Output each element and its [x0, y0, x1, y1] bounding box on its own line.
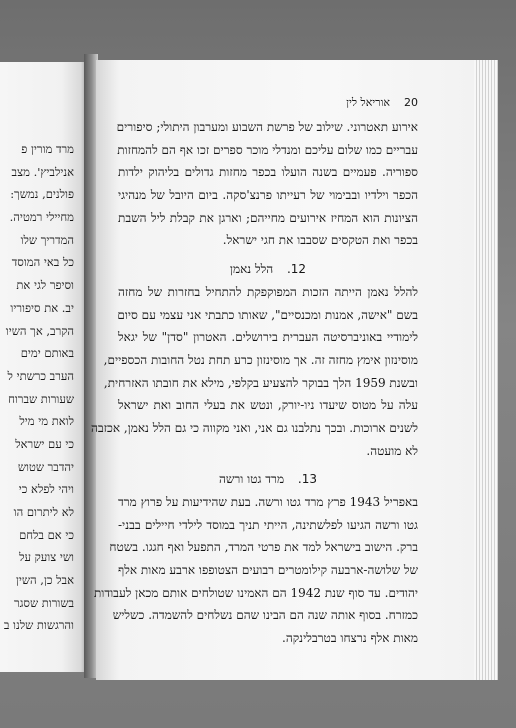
section-heading-13 — [118, 468, 418, 491]
left-text-fragment: אבל כן, השין — [15, 573, 74, 588]
text-line: באפריל 1943 פרץ מרד גטו ורשה. בעת שהידיעות על פרוץ מרד — [118, 495, 418, 509]
text-line: עלה על מטוס שיעדו ניו-יורק, ונטש את בעלי החוב ואת ישראל — [118, 398, 418, 413]
text-line: לימודיי באוניברסיטה העברית בירושלים. האטרון "סדן" של יגאל — [118, 330, 418, 345]
left-text-fragment: כי אם בלחם — [19, 527, 74, 542]
left-text-fragment: הקרב, אך השיו — [5, 323, 74, 338]
text-line: גטו ורשה הגיעו לפלשתינה, הייתי תניך במוסד לילדי חיילים בבני- — [118, 517, 418, 532]
left-text-fragment: יב. את סיפוריו — [10, 300, 74, 315]
left-text-fragment: המדריך שלו — [20, 232, 74, 247]
intro-paragraph — [118, 116, 418, 252]
section-heading-12 — [118, 258, 418, 281]
left-text-fragment: יהדבר שטוש — [17, 459, 74, 474]
text-line: הכפר וילדיו ובבימוי של רעייתו פרנצ'סקה. ביום היובל של מנהיגי — [118, 188, 418, 203]
left-text-fragment: ויהי לפלא כי — [18, 482, 74, 497]
left-text-fragment: כל באי המוסד — [11, 255, 74, 270]
text-line: יהודים. עד סוף שנת 1942 הם האמינו שטולחים אותם מכאן לעבודות — [93, 585, 418, 600]
page-block-edge — [474, 60, 498, 680]
right-page — [90, 60, 478, 680]
section-paragraph-12 — [90, 281, 418, 463]
left-text-fragment: וסיפר לגי את — [16, 278, 74, 293]
text-line: ספוריה. פעמיים בשנה הועלו בכפר מחזות גדולים בליהוק ילדות — [118, 165, 418, 180]
section-title: הלל נאמן — [229, 262, 274, 277]
text-line: להלל נאמן הייתה הזכות המפוקפקת להתחיל בחזרות של מחזה — [118, 284, 418, 299]
left-text-fragment: מחיילי רמטיה. — [9, 210, 74, 225]
running-header — [118, 96, 418, 116]
text-line: כמזרח. בסוף אותה שנה הם הבינו שהם נשלחים להשמדה. כשליש — [112, 608, 418, 623]
text-line: מוסינזון אימץ מחזה זה. אך מוסינזון כרע תחת נטל החובות הכספיים, — [103, 352, 418, 367]
text-line: של שלושה-ארבעה קילומטרים רבועים הצטופפו ארבע מאות אלף — [118, 563, 418, 578]
text-line: בכפר ואת הטקסים שסבבו את חגי ישראל. — [222, 233, 418, 248]
text-line: הציונות הוא המחיז אירועים מחייהם; וארגן את קבלת ליל השבת — [118, 210, 418, 225]
text-line: ובשנת 1959 הלך בבוקר להצעיע בקלפי, מילא את חובתו האזרחית, — [103, 375, 418, 390]
left-page-text — [0, 138, 74, 637]
section-title: מרד גטו ורשה — [219, 472, 285, 487]
left-text-fragment: לא ליתרום הו — [13, 505, 74, 519]
left-text-fragment: אנילביץ'. מצב — [11, 164, 74, 179]
left-text-fragment: פולנים, נמשך: — [10, 187, 74, 202]
page-content — [90, 96, 418, 650]
left-text-fragment: באותם ימים — [20, 346, 74, 361]
text-line: לא מועטה. — [366, 443, 418, 458]
text-line: אירוע תאטרוני. שילוב של פרשת השבוע ומערבון היתולי; סיפורים — [116, 120, 418, 134]
left-page — [0, 62, 88, 672]
section-paragraph-13 — [93, 491, 418, 650]
text-line: בשם "אישה, אמנות ומכנסיים", שאותו כתבתי אני עצמי עם סיום — [117, 307, 418, 322]
text-line: לשנים ארוכות. ובכך נתלבנו גם אני, ואני מקווה כי גם הלל נאמן, אכזבה — [90, 420, 418, 435]
text-line: ברק. הישוב בישראל למד את פרטי המרד, התפעל ואף חגגו. בשטח — [109, 540, 418, 555]
page-number: 20 — [404, 96, 418, 109]
left-text-fragment: כי עם ישראל — [15, 436, 74, 451]
left-text-fragment: בשורות שסגר — [13, 595, 74, 610]
left-text-fragment: מרד מורין פ — [21, 142, 74, 156]
section-number: 13. — [297, 472, 317, 487]
left-text-fragment: הערב כרשתי ל — [7, 368, 74, 383]
text-line: עבריים כמו שלום עליכם ומנדלי מוכר ספרים זכו אף הם להמחזות — [117, 142, 418, 157]
left-text-fragment: לואת מי מיל — [19, 414, 74, 429]
section-number: 12. — [286, 262, 307, 277]
left-text-fragment: שעורות שברוח — [8, 391, 74, 406]
running-head-author: אוריאל לין — [346, 96, 390, 109]
left-text-fragment: ושי צועק על — [19, 550, 74, 565]
left-text-fragment: והרגשות שלנו ב — [3, 618, 74, 633]
text-line: מאות אלף נרצחו בטרבלינקה. — [282, 631, 418, 646]
